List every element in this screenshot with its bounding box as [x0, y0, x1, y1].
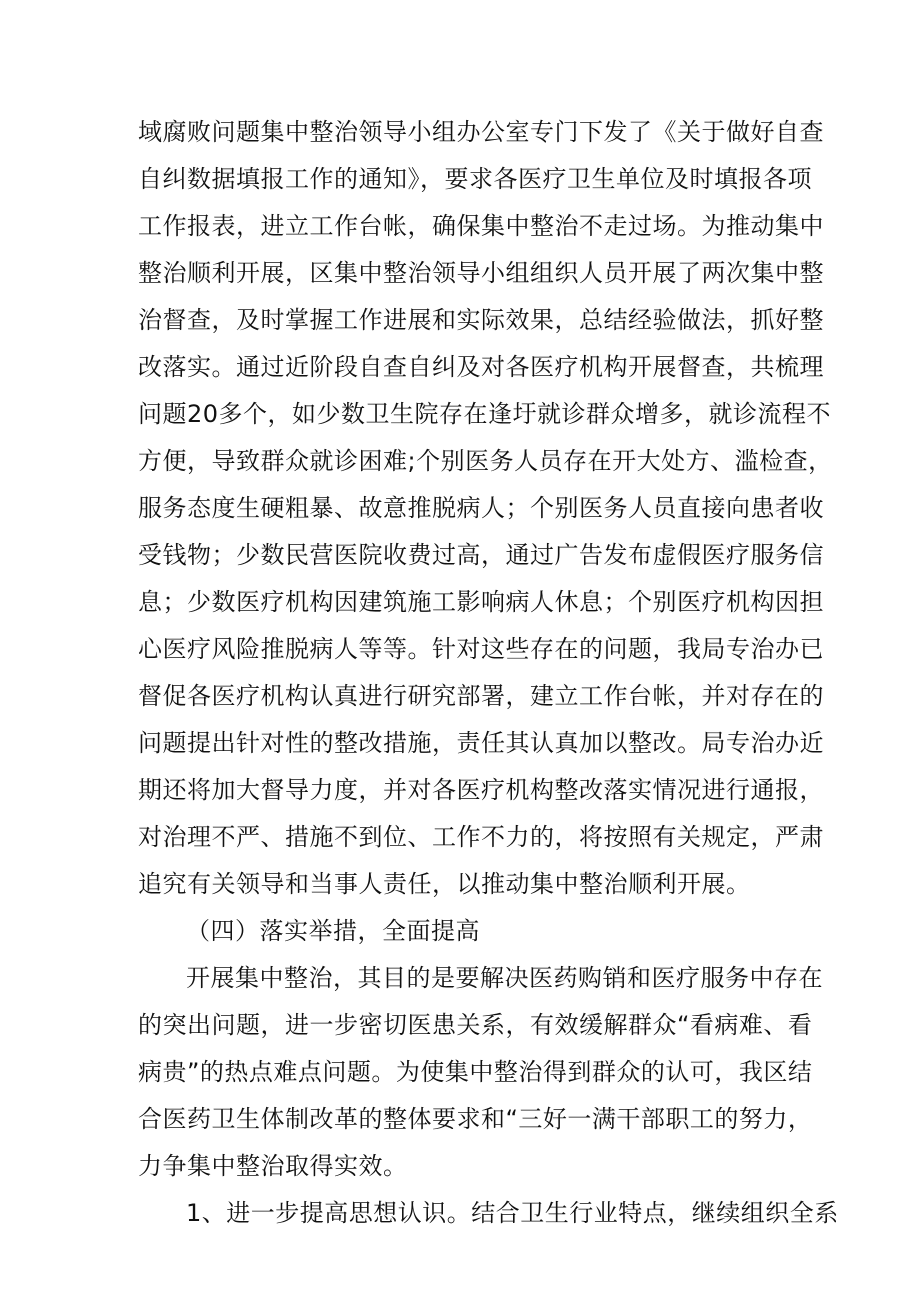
paragraph-1-line-17: 追究有关领导和当事人责任，以推动集中整治顺利开展。	[138, 870, 751, 898]
paragraph-1-line-8: 方便，导致群众就诊困难;个别医务人员存在开大处方、滥检查，	[138, 447, 833, 475]
paragraph-1-line-6: 改落实。通过近阶段自查自纠及对各医疗机构开展督查，共梳理	[138, 353, 824, 381]
paragraph-2-line-5: 力争集中整治取得实效。	[138, 1152, 408, 1180]
paragraph-1-line-5: 治督查，及时掌握工作进展和实际效果，总结经验做法，抓好整	[138, 306, 824, 334]
paragraph-1-line-7: 问题20多个，如少数卫生院存在逢圩就诊群众增多，就诊流程不	[138, 400, 832, 428]
paragraph-2-line-1: 开展集中整治，其目的是要解决医药购销和医疗服务中存在	[186, 964, 823, 992]
paragraph-1-line-13: 督促各医疗机构认真进行研究部署，建立工作台帐，并对存在的	[138, 682, 824, 710]
paragraph-1-line-10: 受钱物；少数民营医院收费过高，通过广告发布虚假医疗服务信	[138, 541, 824, 569]
paragraph-1-line-2: 自纠数据填报工作的通知》，要求各医疗卫生单位及时填报各项	[138, 165, 812, 193]
paragraph-1-line-9: 服务态度生硬粗暴、故意推脱病人；个别医务人员直接向患者收	[138, 494, 824, 522]
paragraph-2-line-4: 合医药卫生体制改革的整体要求和“三好一满干部职工的努力，	[138, 1105, 813, 1133]
paragraph-3-line-1: 1、进一步提高思想认识。结合卫生行业特点，继续组织全系	[186, 1199, 839, 1227]
paragraph-1-line-1: 域腐败问题集中整治领导小组办公室专门下发了《关于做好自查	[138, 118, 824, 146]
paragraph-1-line-14: 问题提出针对性的整改措施，责任其认真加以整改。局专治办近	[138, 729, 824, 757]
paragraph-1-line-3: 工作报表，进立工作台帐，确保集中整治不走过场。为推动集中	[138, 212, 824, 240]
paragraph-1-line-12: 心医疗风险推脱病人等等。针对这些存在的问题，我局专治办已	[138, 635, 824, 663]
paragraph-2-line-2: 的突出问题，进一步密切医患关系，有效缓解群众“看病难、看	[138, 1011, 813, 1039]
paragraph-1-line-4: 整治顺利开展，区集中整治领导小组组织人员开展了两次集中整	[138, 259, 824, 287]
paragraph-1-line-11: 息；少数医疗机构因建筑施工影响病人休息；个别医疗机构因担	[138, 588, 824, 616]
paragraph-2-line-3: 病贵”的热点难点问题。为使集中整治得到群众的认可，我区结	[138, 1058, 813, 1086]
section-heading-4: （四）落实举措，全面提高	[186, 917, 480, 945]
paragraph-1-line-15: 期还将加大督导力度，并对各医疗机构整改落实情况进行通报，	[138, 776, 824, 804]
paragraph-1-line-16: 对治理不严、措施不到位、工作不力的，将按照有关规定，严肃	[138, 823, 824, 851]
